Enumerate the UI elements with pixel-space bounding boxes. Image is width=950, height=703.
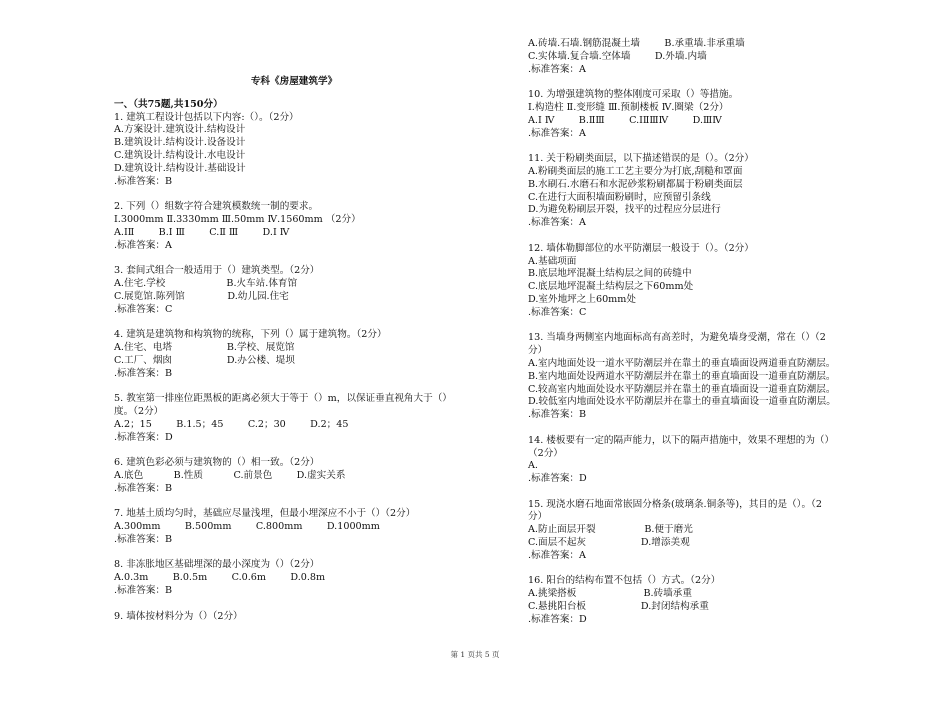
left-question-list [114,112,494,624]
option-line: B.建筑设计.结构设计.设备设计 [114,137,246,149]
option-line: Ⅰ.3000mm Ⅱ.3330mm Ⅲ.50mm Ⅳ.1560mm （2分） [114,213,361,225]
option-line: D.室外地坪之上60mm处 [528,293,636,305]
option-line: C.实体墙.复合墙.空体墙 D.外墙.内墙 [528,50,707,62]
option-line: A.0.3m B.0.5m C.0.6m D.0.8m [114,572,326,584]
page-footer: 第 1 页共 5 页 [450,650,500,659]
question-stem: 11. 关于粉刷类面层，以下描述错误的是（）。（2分） [528,153,754,165]
option-line: C.底层地坪混凝土结构层之下60mm处 [528,281,694,293]
question-stem: 14. 楼板要有一定的隔声能力，以下的隔声措施中，效果不理想的为（） [528,434,835,446]
answer-line: .标准答案：B [114,585,173,597]
question-stem: 16. 阳台的结构布置不包括（）方式。（2分） [528,575,721,587]
answer-line: .标准答案：B [114,533,173,545]
question-block [114,265,494,316]
option-line: A.防止面层开裂 B.便于磨光 [528,524,693,536]
option-line: A.住宅、电塔 B.学校、展览馆 [114,341,295,353]
question-block [528,435,868,486]
question-block [528,332,868,422]
answer-line: .标准答案：A [528,549,586,561]
option-line: A.300mm B.500mm C.800mm D.1000mm [114,521,380,533]
question-block [528,243,868,320]
question-block [528,153,868,230]
option-line: 分） [528,511,548,523]
option-line: B.底层地坪混凝土结构层之间的砖缝中 [528,268,692,280]
option-line: 分） [528,345,548,357]
question-block [114,611,494,624]
option-line: Ⅰ.构造柱 Ⅱ.变形缝 Ⅲ.预制楼板 Ⅳ.圈梁（2分） [528,101,729,113]
answer-line: .标准答案：D [528,613,587,625]
question-stem: 3. 套间式组合一般适用于（）建筑类型。（2分） [114,265,320,277]
question-stem: A.砖墙.石墙.钢筋混凝土墙 B.承重墙.非承重墙 [528,38,745,49]
option-line: C.悬挑阳台板 D.封闭结构承重 [528,601,709,613]
question-block [114,112,494,189]
answer-line: .标准答案：C [114,303,173,315]
question-block [528,499,868,563]
option-line: A.挑梁搭板 B.砖墙承重 [528,588,692,600]
answer-line: .标准答案：D [114,431,173,443]
question-stem: 2. 下列（）组数字符合建筑模数统一制的要求。 [114,201,319,213]
option-line: D.较低室内地面处设水平防潮层并在靠土的垂直墙面设一道垂直防潮层。 [528,396,836,408]
option-line: 度。（2分） [114,405,164,417]
question-stem: 7. 地基土质均匀时，基础应尽量浅埋，但最小埋深应不小于（）（2分） [114,508,416,520]
option-line: A.2；15 B.1.5；45 C.2；30 D.2；45 [114,418,349,430]
option-line: C.工厂、烟囱 D.办公楼、堤坝 [114,354,295,366]
question-block [528,575,868,626]
question-stem: 10. 为增强建筑物的整体刚度可采取（）等措施。 [528,89,739,101]
option-line: A.住宅.学校 B.火车站.体育馆 [114,277,298,289]
answer-line: .标准答案：D [528,473,587,485]
answer-line: .标准答案：C [528,306,587,318]
option-line: C.较高室内地面处设水平防潮层并在靠土的垂直墙面设一道垂直防潮层。 [528,383,836,395]
question-block [114,393,494,444]
question-stem: 12. 墙体勒脚部位的水平防潮层一般设于（）。（2分） [528,242,754,254]
question-block [114,329,494,380]
option-line: C.展览馆.陈列馆 D.幼儿园.住宅 [114,290,289,302]
option-line: A.底色 B.性质 C.前景色 D.虚实关系 [114,469,346,481]
option-line: B.室内地面处设两道水平防潮层并在靠土的垂直墙面设一道垂直防潮层。 [528,370,836,382]
question-stem: 6. 建筑色彩必须与建筑物的（）相一致。（2分） [114,457,320,469]
option-line: A.室内地面处设一道水平防潮层并在靠土的垂直墙面设两道垂直防潮层。 [528,357,836,369]
question-block [528,89,868,140]
option-line: A.ⅠⅡ B.Ⅰ Ⅲ C.Ⅱ Ⅲ D.Ⅰ Ⅳ [114,226,290,238]
option-line: D.建筑设计.结构设计.基础设计 [114,162,246,174]
question-block [528,38,868,76]
answer-line: .标准答案：B [528,409,587,421]
question-stem: 13. 当墙身两侧室内地面标高有高差时，为避免墙身受潮，常在（）（2 [528,332,826,344]
option-line: B.水刷石.水磨石和水泥砂浆粉刷都属于粉刷类面层 [528,178,743,190]
question-block [114,457,494,495]
question-block [114,201,494,252]
question-stem: 1. 建筑工程设计包括以下内容:（）。（2分） [114,111,299,123]
question-stem: 5. 教室第一排座位距黑板的距离必须大于等于（）m，以保证垂直视角大于（） [114,393,452,405]
option-line: D.为避免粉刷层开裂，找平的过程应分层进行 [528,204,721,216]
left-column [114,0,494,636]
question-block [114,508,494,546]
option-line: C.面层不起灰 D.增添美观 [528,537,690,549]
question-stem: 15. 现浇水磨石地面常嵌固分格条(玻璃条.铜条等)，其目的是（）。（2 [528,498,822,510]
answer-line: .标准答案：B [114,175,173,187]
option-line: A.基础项面 [528,255,577,267]
answer-line: .标准答案：A [114,239,172,251]
answer-line: .标准答案：A [528,63,586,75]
question-block [114,559,494,597]
option-line: A.方案设计.建筑设计.结构设计 [114,124,246,136]
option-line: （2分） [528,447,563,459]
answer-line: .标准答案：B [114,367,173,379]
option-line: A.Ⅰ Ⅳ B.ⅡⅢ C.ⅠⅡⅢⅣ D.ⅢⅣ [528,114,722,126]
option-line: C.在进行大面积墙面粉刷时，应预留引条线 [528,191,711,203]
section-heading: 一、（共75题,共150分） [114,98,223,110]
option-line: C.建筑设计.结构设计.水电设计 [114,149,246,161]
question-stem: 8. 非冻胀地区基础埋深的最小深度为（）（2分） [114,559,320,571]
answer-line: .标准答案：A [528,127,586,139]
option-line: A. [528,460,538,472]
right-question-list [528,38,868,627]
answer-line: .标准答案：A [528,217,586,229]
option-line: A.粉刷类面层的施工工艺主要分为打底,刮糙和罩面 [528,165,743,177]
answer-line: .标准答案：B [114,482,173,494]
right-column [528,38,868,639]
question-stem: 9. 墙体按材料分为（）（2分） [114,610,243,622]
question-stem: 4. 建筑是建筑物和构筑物的统称，下列（）属于建筑物。（2分） [114,329,387,341]
document-title: 专科《房屋建筑学》 [250,76,338,87]
